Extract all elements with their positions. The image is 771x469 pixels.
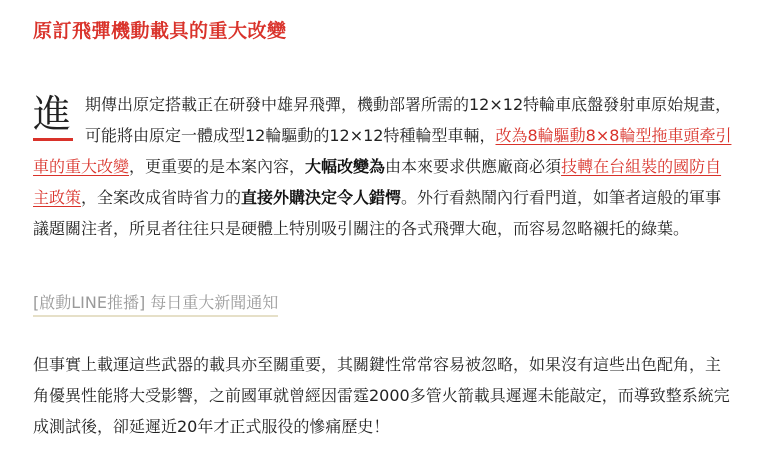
link-defense-autonomy-policy[interactable]: 技轉在台組裝的國防自主政策 (33, 157, 722, 207)
link-8x8-tractor-change[interactable]: 改為8輪驅動8×8輪型拖車頭牽引車的重大改變 (33, 126, 732, 176)
paragraph-text: 由本來要求供應廠商必須 (385, 157, 562, 176)
paragraph-text: 期傳出原定搭載正在研發中雄昇飛彈，機動部署所需的12×12特輪車底盤發射車原始規畫，可能將由原定一體成型12輪驅動的12×12特種輪型車輛， (85, 95, 732, 145)
paragraph-text: ，更重要的是本案內容， (129, 157, 306, 176)
bold-text: 大幅改變為 (305, 157, 386, 176)
line-push-notification-link[interactable]: [啟動LINE推播] 每日重大新聞通知 (33, 290, 278, 317)
article-paragraph-1 (33, 89, 733, 244)
dropcap-underline (33, 138, 73, 141)
paragraph-text: 。外行看熱鬧內行看門道，如筆者這般的軍事議題關注者，所見者往往只是硬體上特別吸引關注的各式飛彈大砲，而容易忽略襯托的綠葉。 (33, 188, 722, 238)
paragraph-text: ，全案改成省時省力的 (81, 188, 242, 207)
dropcap-letter: 進 (33, 92, 72, 136)
bold-text: 直接外購決定令人錯愕 (241, 188, 402, 207)
article-headline: 原訂飛彈機動載具的重大改變 (33, 20, 287, 42)
dropcap (33, 94, 77, 142)
article-paragraph-2: 但事實上載運這些武器的載具亦至關重要，其關鍵性常常容易被忽略，如果沒有這些出色配角，主角優異性能將大受影響，之前國軍就曾經因雷霆2000多管火箭載具遲遲未能敲定，而導致整系統完成測試後，卻延遲近20年才正式服役的慘痛歷史！ (33, 355, 730, 436)
